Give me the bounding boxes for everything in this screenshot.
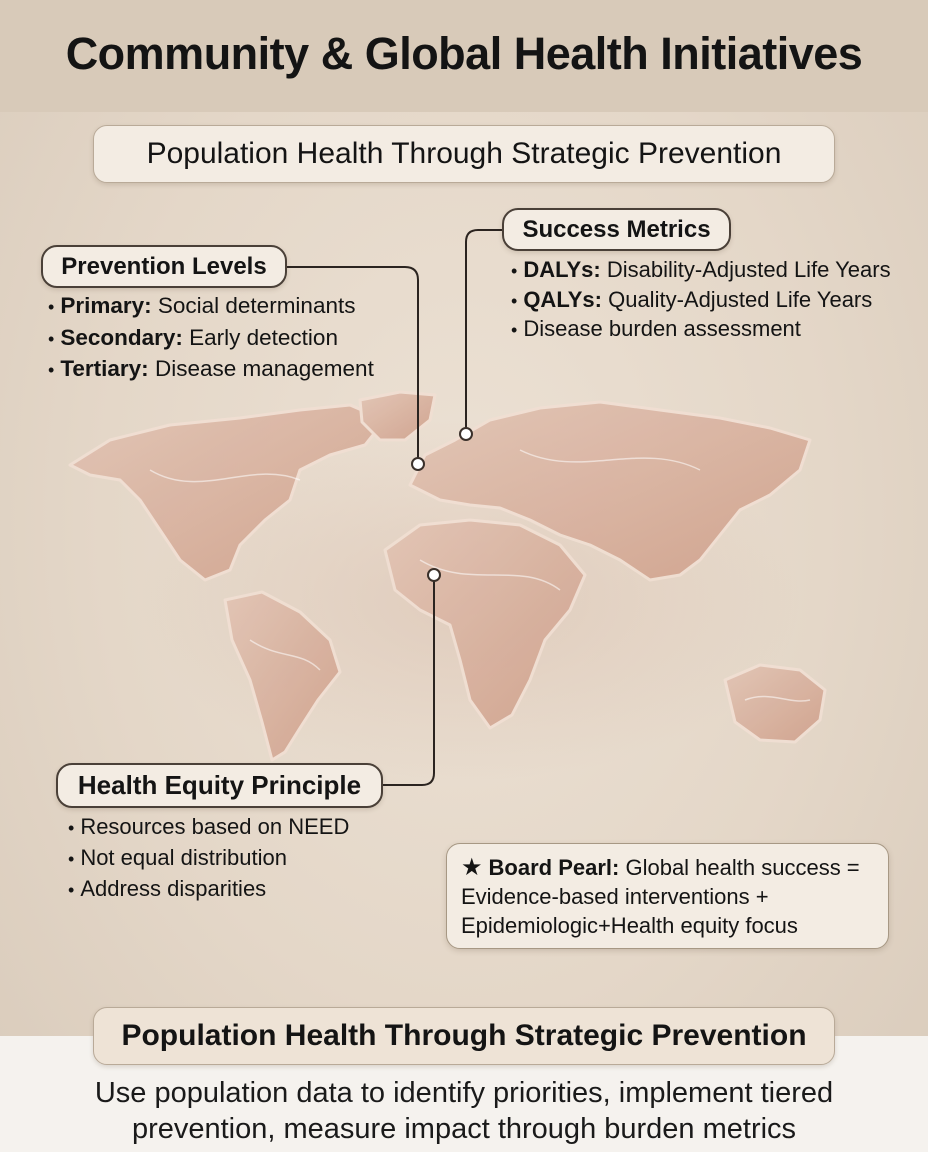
subtitle-banner: Population Health Through Strategic Prevention xyxy=(93,125,835,183)
list-item: • Tertiary: Disease management xyxy=(48,354,374,386)
success-metrics-list xyxy=(511,256,891,345)
star-icon: ★ xyxy=(461,854,483,881)
list-item: • QALYs: Quality-Adjusted Life Years xyxy=(511,286,891,316)
board-pearl-line1: ★ Board Pearl: Global health success = xyxy=(461,854,860,881)
africa-marker xyxy=(428,569,440,581)
board-pearl-card xyxy=(446,843,889,949)
asia-marker xyxy=(460,428,472,440)
health-equity-heading: Health Equity Principle xyxy=(56,763,383,808)
footer-banner: Population Health Through Strategic Prevention xyxy=(93,1007,835,1065)
board-pearl-line2: Evidence-based interventions + xyxy=(461,884,769,909)
list-item: • Resources based on NEED xyxy=(68,812,349,843)
metrics-connector xyxy=(466,230,502,428)
footer-line2: prevention, measure impact through burden metrics xyxy=(131,1113,797,1145)
page-title: Community & Global Health Initiatives xyxy=(65,28,863,79)
list-item: • Not equal distribution xyxy=(68,843,349,874)
list-item: • DALYs: Disability-Adjusted Life Years xyxy=(511,256,891,286)
prevention-levels-list xyxy=(48,291,374,386)
list-item: • Secondary: Early detection xyxy=(48,323,374,355)
list-item: • Disease burden assessment xyxy=(511,315,891,345)
health-equity-list xyxy=(68,812,349,905)
list-item: • Primary: Social determinants xyxy=(48,291,374,323)
footer-line1: Use population data to identify priorities, implement tiered xyxy=(94,1077,834,1109)
europe-marker xyxy=(412,458,424,470)
board-pearl-line3: Epidemiologic+Health equity focus xyxy=(461,913,798,938)
prevention-levels-heading: Prevention Levels xyxy=(41,245,287,288)
list-item: • Address disparities xyxy=(68,874,349,905)
success-metrics-heading: Success Metrics xyxy=(502,208,731,251)
australia-shape xyxy=(725,665,825,742)
footer-summary xyxy=(30,1075,898,1147)
